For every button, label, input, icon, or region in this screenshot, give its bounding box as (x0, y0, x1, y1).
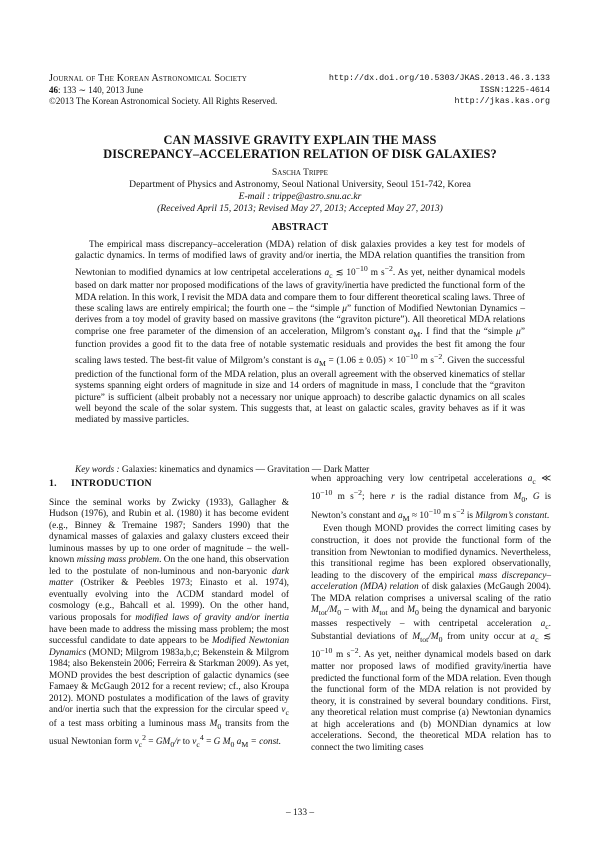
title-line-2: DISCREPANCY–ACCELERATION RELATION OF DISK GALAXIES? (103, 147, 497, 161)
left-column (49, 478, 289, 751)
journal-name: Journal of The Korean Astronomical Society (49, 73, 247, 84)
section-heading (49, 478, 289, 490)
volume-number: 46 (49, 84, 58, 95)
journal-identifiers (290, 73, 550, 108)
page-number: – 133 – (285, 808, 315, 818)
affiliation: Department of Physics and Astronomy, Seoul National University, Seoul 151-742, Korea (129, 179, 471, 190)
issn: ISSN:1225-4614 (479, 84, 550, 95)
received-dates: (Received April 15, 2013; Revised May 27, 2013; Accepted May 27, 2013) (157, 203, 443, 214)
intro-paragraph-2: Even though MOND provides the correct limiting cases by construction, it does not provide the functional form of the transition from Newtonian to modified dynamics. Nevertheless, this transitional regime has been explored observationally, leading to the discovery of the empirical mass discrepancy–acceleration (MDA) relation of disk galaxies (McGaugh 2004). The MDA relation comprises a universal scaling of the ratio $M_{tot}/M_0$ – with $M_{tot}$ and $M_0$ being the dynamical and baryonic masses respectively – with centripetal acceleration $a_c$. Substantial deviations of $M_{tot}/M_0$ from unity occur at $a_c$ ≲ $10^{-10}$ m $s^{-2}$. As yet, neither dynamical models based on dark matter nor proposed laws of modified gravity/inertia have predicted the functional form of the MDA relation. Even though the functional form of the MDA relation is not provided by theory, it is constrained by several boundary conditions. First, any theoretical relation must comprise (a) Newtonian dynamics at high accelerations and (b) MONDian dynamics at low accelerations. Second, the theoretical MDA relation has to connect the two limiting cases (311, 524, 552, 753)
section-number: 1. (49, 478, 57, 489)
paper-title (40, 133, 560, 161)
author-name: Sascha Trippe (272, 168, 328, 178)
right-column (311, 474, 551, 754)
abstract-text: The empirical mass discrepancy–acceleration (MDA) relation of disk galaxies provides a key test for models of galactic dynamics. In terms of modified laws of gravity and/or inertia, the MDA relation quantifies the transition from Newtonian to modified dynamics at low centripetal accelerations $a_c$ ≲ $10^{-10}$ m $s^{-2}$. As yet, neither dynamical models based on dark matter nor proposed modifications of the laws of gravity/inertia have predicted the functional form of the MDA relation. In this work, I revisit the MDA data and compare them to four different theoretical scaling laws. Three of these scaling laws are entirely empirical; the fourth one – the “simple μ” function of Modified Newtonian Dynamics – derives from a toy model of gravity based on massive gravitons (the “graviton picture”). All theoretical MDA relations comprise one free parameter of the dimension of an acceleration, Milgrom’s constant $a_M$. I find that the “simple μ” function provides a good fit to the data free of notable systematic residuals and provides the best fit among the four scaling laws tested. The best-fit value of Milgrom’s constant is $a_M = (1.06 \pm 0.05) \times 10^{-10}$ m $s^{-2}$. Given the successful prediction of the functional form of the MDA relation, plus an overall agreement with the observed kinematics of stellar systems spanning eight orders of magnitude in size and 14 orders of magnitude in mass, I conclude that the “graviton picture” is sufficient (albeit probably not a necessary nor unique approach) to describe galactic dynamics on all scales well beyond the scale of the solar system. This suggests that, at least on galactic scales, gravity behaves as if it was mediated by massive particles. (75, 240, 526, 426)
journal-site-link[interactable]: http://jkas.kas.org (454, 96, 550, 106)
abstract-heading: ABSTRACT (271, 222, 329, 233)
intro-paragraph-1: Since the seminal works by Zwicky (1933), Gallagher & Hudson (1976), and Rubin et al. (1980) it has become evident (e.g., Binney & Tremaine 1987; Sanders 1990) that the dynamical masses of galaxies and galaxy clusters exceed their luminous masses by up to one order of magnitude – the well-known missing mass problem. On the one hand, this observation led to the postulate of non-luminous and non-baryonic dark matter (Ostriker & Peebles 1973; Einasto et al. 1974), eventually evolving into the ΛCDM standard model of cosmology (e.g., Bahcall et al. 1999). On the other hand, various proposals for modified laws of gravity and/or inertia have been made to address the missing mass problem; the most successful candidate to date appears to be Modified Newtonian Dynamics (MOND; Milgrom 1983a,b,c; Bekenstein & Milgrom 1984; also Bekenstein 2006; Ferreira & Starkman 2009). As yet, MOND provides the best description of galactic dynamics (see Famaey & McGaugh 2012 for a recent review; cf., also Kroupa 2012). MOND postulates a modification of the laws of gravity and/or inertia such that the expression for the circular speed $v_c$ of a test mass orbiting a luminous mass $M_0$ transits from the usual Newtonian form $v_c^2 = GM_0/r$ to $v_c^4 = G$ $M_0$ $a_M$ = const. (49, 497, 289, 750)
author-affiliation-block (40, 179, 560, 215)
doi-link[interactable]: http://dx.doi.org/10.5303/JKAS.2013.46.3.133 (328, 73, 550, 83)
section-title: INTRODUCTION (71, 478, 152, 489)
copyright: ©2013 The Korean Astronomical Society. All Rights Reserved. (49, 96, 278, 106)
title-line-1: CAN MASSIVE GRAVITY EXPLAIN THE MASS (163, 133, 437, 147)
intro-paragraph-1-continued: when approaching very low centripetal accelerations $a_c$ ≪ $10^{-10}$ m $s^{-2}$; here r is the radial distance from $M_0$, G is Newton’s constant and $a_M \approx 10^{-10}$ m $s^{-2}$ is Milgrom’s constant. (311, 474, 552, 523)
pages-date: : 133 ∼ 140, 2013 June (58, 84, 144, 95)
author-email: E-mail : trippe@astro.snu.ac.kr (238, 191, 362, 202)
keywords-label: Key words : (75, 465, 120, 475)
keywords-list: Galaxies: kinematics and dynamics — Gravitation — Dark Matter (119, 465, 370, 475)
